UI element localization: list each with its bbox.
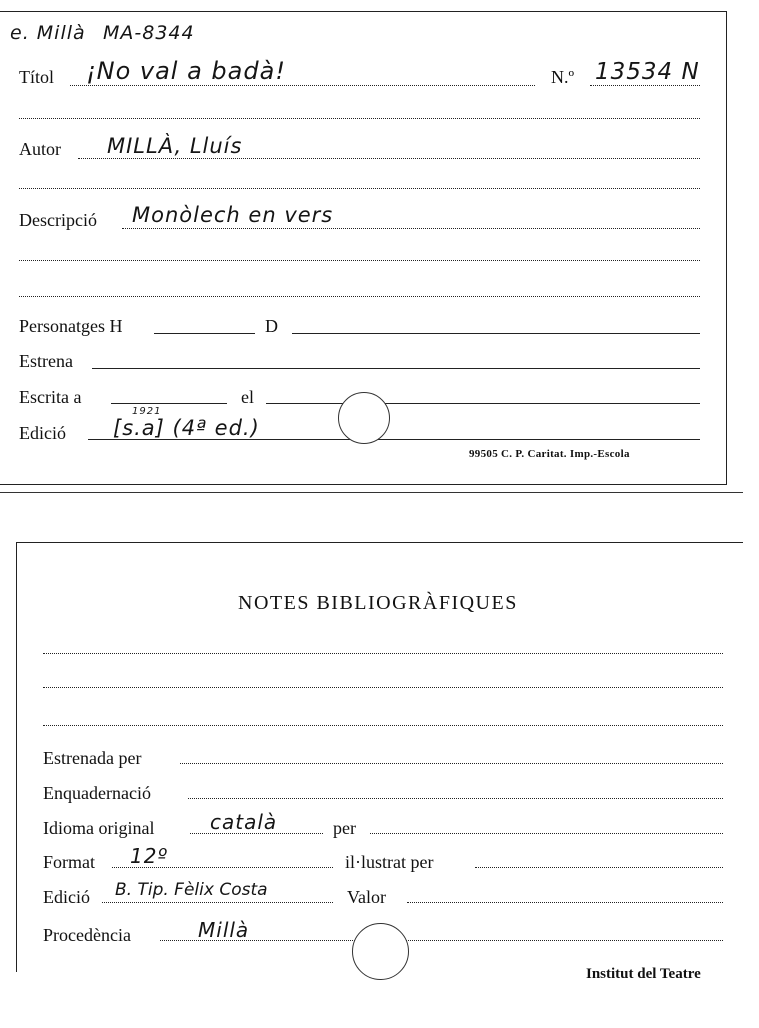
autor-label: Autor: [19, 139, 61, 159]
blank-line-3: [19, 260, 700, 261]
idioma-label: Idioma original: [43, 818, 155, 838]
estrena-line: [92, 368, 700, 369]
illustrat-line: [475, 867, 723, 868]
format-value: 12º: [130, 844, 168, 868]
titol-label: Títol: [19, 67, 54, 87]
illustrat-label: il·lustrat per: [345, 852, 434, 872]
autor-value: MILLÀ, Lluís: [107, 134, 243, 158]
valor-line: [407, 902, 723, 903]
catalog-card-top: [0, 0, 759, 495]
personatges-label: Personatges H: [19, 316, 123, 336]
estrena-label: Estrena: [19, 351, 73, 371]
printer-imprint: 99505 C. P. Caritat. Imp.-Escola: [469, 448, 630, 460]
format-label: Format: [43, 852, 95, 872]
edicio2-label: Edició: [43, 887, 90, 907]
notes-title: NOTES BIBLIOGRÀFIQUES: [238, 592, 518, 614]
edicio-line: [88, 439, 700, 440]
procedencia-line: [160, 940, 723, 941]
card-top-edge: [0, 11, 727, 12]
idioma-per-line: [370, 833, 723, 834]
procedencia-value: Millà: [198, 918, 250, 942]
titol-line: [70, 85, 535, 86]
card-bottom-edge-2: [0, 492, 743, 493]
estrenada-label: Estrenada per: [43, 748, 142, 768]
punch-hole-stamp: [352, 923, 409, 980]
escrita-line: [111, 403, 227, 404]
estrenada-line: [180, 763, 723, 764]
idioma-line: [190, 833, 323, 834]
el-label: el: [241, 387, 254, 407]
edicio2-value: B. Tip. Fèlix Costa: [115, 880, 268, 900]
edicio-note: 1921: [132, 406, 162, 417]
personatges-d-line: [292, 333, 700, 334]
card-top-edge: [16, 542, 743, 543]
procedencia-label: Procedència: [43, 925, 131, 945]
punch-hole-stamp: [338, 392, 390, 444]
header-code: MA-8344: [103, 22, 195, 44]
edicio2-line: [102, 902, 333, 903]
blank-line-2: [19, 188, 700, 189]
enquadernacio-line: [188, 798, 723, 799]
card-bottom-edge: [0, 484, 727, 485]
valor-label: Valor: [347, 887, 386, 907]
descripcio-label: Descripció: [19, 210, 97, 230]
descripcio-value: Monòlech en vers: [132, 203, 334, 227]
card-right-edge: [726, 11, 727, 485]
notes-line-1: [43, 653, 723, 654]
idioma-per-label: per: [333, 818, 356, 838]
titol-value: ¡No val a badà!: [86, 57, 286, 85]
blank-line-4: [19, 296, 700, 297]
numero-label: N.º: [551, 67, 575, 87]
autor-line: [78, 158, 700, 159]
notes-line-3: [43, 725, 723, 726]
card-left-edge: [16, 542, 17, 972]
format-line: [112, 867, 333, 868]
notes-line-2: [43, 687, 723, 688]
personatges-d-label: D: [265, 316, 278, 336]
numero-value: 13534 N: [595, 59, 700, 85]
edicio-value: [s.a] (4ª ed.): [113, 416, 260, 440]
numero-line: [590, 85, 700, 86]
escrita-label: Escrita a: [19, 387, 82, 407]
personatges-h-line: [154, 333, 255, 334]
enquadernacio-label: Enquadernació: [43, 783, 151, 803]
edicio-label: Edició: [19, 423, 66, 443]
institution-name: Institut del Teatre: [586, 966, 701, 982]
catalog-card-bottom: [0, 530, 759, 1028]
header-note: e. Millà: [10, 22, 86, 44]
el-line: [266, 403, 700, 404]
blank-line-1: [19, 118, 700, 119]
descripcio-line: [122, 228, 700, 229]
idioma-value: català: [210, 810, 278, 834]
